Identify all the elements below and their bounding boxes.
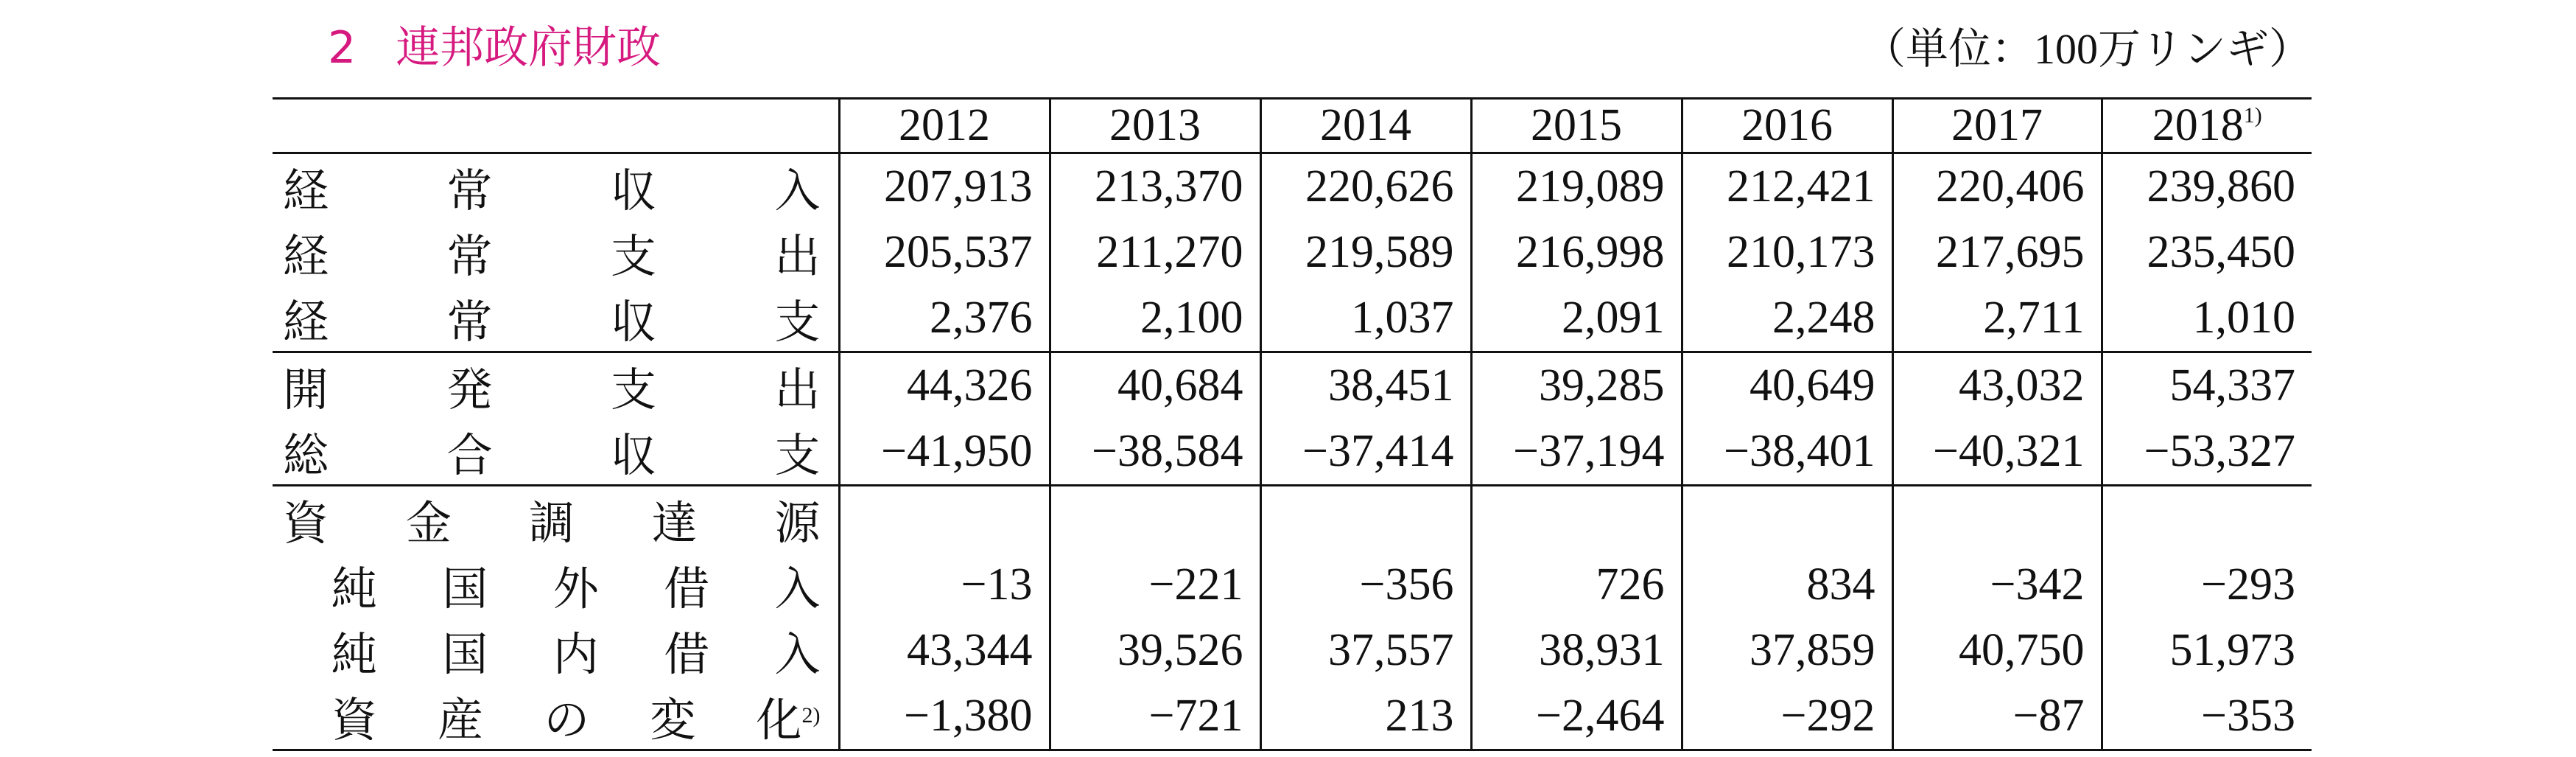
label-char: 支: [774, 431, 821, 481]
label-char-with-note: [756, 683, 820, 749]
row-label: [273, 486, 839, 553]
table-cell: 38,931: [1471, 618, 1682, 683]
table-row: [273, 352, 2312, 419]
unit-note: （単位：100万リンギ）: [1862, 25, 2312, 73]
row-footnote-mark: 2): [801, 703, 821, 728]
table-row: [273, 419, 2312, 486]
label-char: 入: [774, 630, 821, 680]
label-char: 借: [664, 565, 710, 615]
table-cell: 220,626: [1260, 153, 1471, 220]
table-cell: 2,100: [1050, 285, 1260, 352]
table-cell: 2,711: [1892, 285, 2102, 352]
table-cell: 1,037: [1260, 285, 1471, 352]
table-row: [273, 153, 2312, 220]
label-char: 出: [774, 366, 821, 416]
year-label: 2017: [1951, 100, 2043, 150]
label-char: 国: [442, 630, 488, 680]
row-label: [273, 153, 839, 220]
table-row: [273, 683, 2312, 750]
table-cell: −221: [1050, 552, 1260, 618]
table-cell: 216,998: [1471, 220, 1682, 285]
table-cell: 44,326: [839, 352, 1050, 419]
table-cell: 43,032: [1892, 352, 2102, 419]
table-cell: −342: [1892, 552, 2102, 618]
table-cell: −353: [2102, 683, 2312, 750]
table-cell: [2102, 486, 2312, 553]
label-char: 出: [774, 232, 821, 282]
corner-cell: [273, 99, 839, 153]
label-char: 支: [610, 232, 656, 282]
label-char: 発: [446, 366, 493, 416]
label-char: 純: [331, 630, 378, 680]
label-char: 産: [438, 696, 484, 746]
label-char: 入: [774, 167, 821, 217]
label-char: 金: [405, 499, 452, 549]
table-cell: −721: [1050, 683, 1260, 750]
table-cell: 2,091: [1471, 285, 1682, 352]
table-cell: 2,376: [839, 285, 1050, 352]
table-cell: −37,194: [1471, 419, 1682, 486]
table-cell: 37,557: [1260, 618, 1471, 683]
section-heading: [328, 15, 661, 81]
table-cell: [1682, 486, 1892, 553]
year-header: [1260, 99, 1471, 153]
label-char: 支: [774, 298, 821, 348]
table-cell: 37,859: [1682, 618, 1892, 683]
table-cell: −38,401: [1682, 419, 1892, 486]
label-char: 収: [610, 167, 656, 217]
table-cell: −38,584: [1050, 419, 1260, 486]
year-label: 2012: [899, 100, 990, 150]
table-cell: [1260, 486, 1471, 553]
table-cell: 1,010: [2102, 285, 2312, 352]
label-char: 開: [283, 366, 329, 416]
table-cell: −87: [1892, 683, 2102, 750]
table-cell: 207,913: [839, 153, 1050, 220]
label-char: 総: [283, 431, 329, 481]
row-label: [273, 618, 839, 683]
table-cell: 205,537: [839, 220, 1050, 285]
table-cell: −292: [1682, 683, 1892, 750]
table-cell: 40,649: [1682, 352, 1892, 419]
year-header: [839, 99, 1050, 153]
label-char: 化: [756, 696, 802, 746]
table-cell: 51,973: [2102, 618, 2312, 683]
table-cell: −1,380: [839, 683, 1050, 750]
label-char: 収: [610, 431, 656, 481]
label-char: 純: [331, 565, 378, 615]
table-cell: 211,270: [1050, 220, 1260, 285]
table-cell: 235,450: [2102, 220, 2312, 285]
table-cell: −41,950: [839, 419, 1050, 486]
row-label: [273, 683, 839, 750]
table-row: [273, 220, 2312, 285]
year-label: 2015: [1531, 100, 1622, 150]
table-row: [273, 486, 2312, 553]
table-cell: 39,285: [1471, 352, 1682, 419]
table-cell: −37,414: [1260, 419, 1471, 486]
row-label: [273, 552, 839, 618]
year-header: [2102, 99, 2312, 153]
table-cell: 2,248: [1682, 285, 1892, 352]
label-char: 常: [446, 298, 493, 348]
table-cell: −40,321: [1892, 419, 2102, 486]
label-char: 内: [552, 630, 599, 680]
table-cell: 38,451: [1260, 352, 1471, 419]
label-char: 外: [552, 565, 599, 615]
table-cell: 834: [1682, 552, 1892, 618]
year-label: 2016: [1741, 100, 1833, 150]
table-cell: [1050, 486, 1260, 553]
label-char: の: [544, 696, 590, 746]
label-char: 支: [610, 366, 656, 416]
table-cell: 219,589: [1260, 220, 1471, 285]
label-char: 調: [528, 499, 575, 549]
year-footnote-mark: 1): [2243, 103, 2262, 128]
label-char: 入: [774, 565, 821, 615]
label-char: 資: [331, 696, 378, 746]
table-cell: 726: [1471, 552, 1682, 618]
section-title: 連邦政府財政: [396, 22, 661, 74]
table-cell: −2,464: [1471, 683, 1682, 750]
table-row: [273, 618, 2312, 683]
label-char: 変: [650, 696, 696, 746]
federal-finance-table: [273, 97, 2312, 751]
row-label: [273, 419, 839, 486]
year-label: 2013: [1109, 100, 1201, 150]
year-header: [1471, 99, 1682, 153]
table-cell: −293: [2102, 552, 2312, 618]
table-cell: 239,860: [2102, 153, 2312, 220]
label-char: 合: [446, 431, 493, 481]
row-label: [273, 352, 839, 419]
table-cell: [1892, 486, 2102, 553]
label-char: 資: [283, 499, 329, 549]
table-cell: −356: [1260, 552, 1471, 618]
table-row: [273, 285, 2312, 352]
table-cell: 217,695: [1892, 220, 2102, 285]
label-char: 達: [651, 499, 698, 549]
label-char: 収: [610, 298, 656, 348]
label-char: 常: [446, 167, 493, 217]
table-cell: −13: [839, 552, 1050, 618]
year-header: [1050, 99, 1260, 153]
table-cell: [839, 486, 1050, 553]
table-cell: 210,173: [1682, 220, 1892, 285]
year-label: 2014: [1320, 100, 1411, 150]
label-char: 常: [446, 232, 493, 282]
label-char: 源: [774, 499, 821, 549]
table-cell: 40,750: [1892, 618, 2102, 683]
table-cell: [1471, 486, 1682, 553]
label-char: 経: [283, 232, 329, 282]
header-row: [273, 99, 2312, 153]
label-char: 国: [442, 565, 488, 615]
table-cell: 213,370: [1050, 153, 1260, 220]
table-cell: −53,327: [2102, 419, 2312, 486]
table-cell: 54,337: [2102, 352, 2312, 419]
table-cell: 39,526: [1050, 618, 1260, 683]
section-number: 2: [328, 22, 357, 74]
year-header: [1682, 99, 1892, 153]
year-label: 2018: [2152, 100, 2244, 150]
table-cell: 220,406: [1892, 153, 2102, 220]
table-cell: 43,344: [839, 618, 1050, 683]
table-cell: 213: [1260, 683, 1471, 750]
label-char: 経: [283, 167, 329, 217]
label-char: 借: [664, 630, 710, 680]
table-cell: 212,421: [1682, 153, 1892, 220]
table-row: [273, 552, 2312, 618]
table-cell: 40,684: [1050, 352, 1260, 419]
row-label: [273, 220, 839, 285]
year-header: [1892, 99, 2102, 153]
table-cell: 219,089: [1471, 153, 1682, 220]
row-label: [273, 285, 839, 352]
label-char: 経: [283, 298, 329, 348]
